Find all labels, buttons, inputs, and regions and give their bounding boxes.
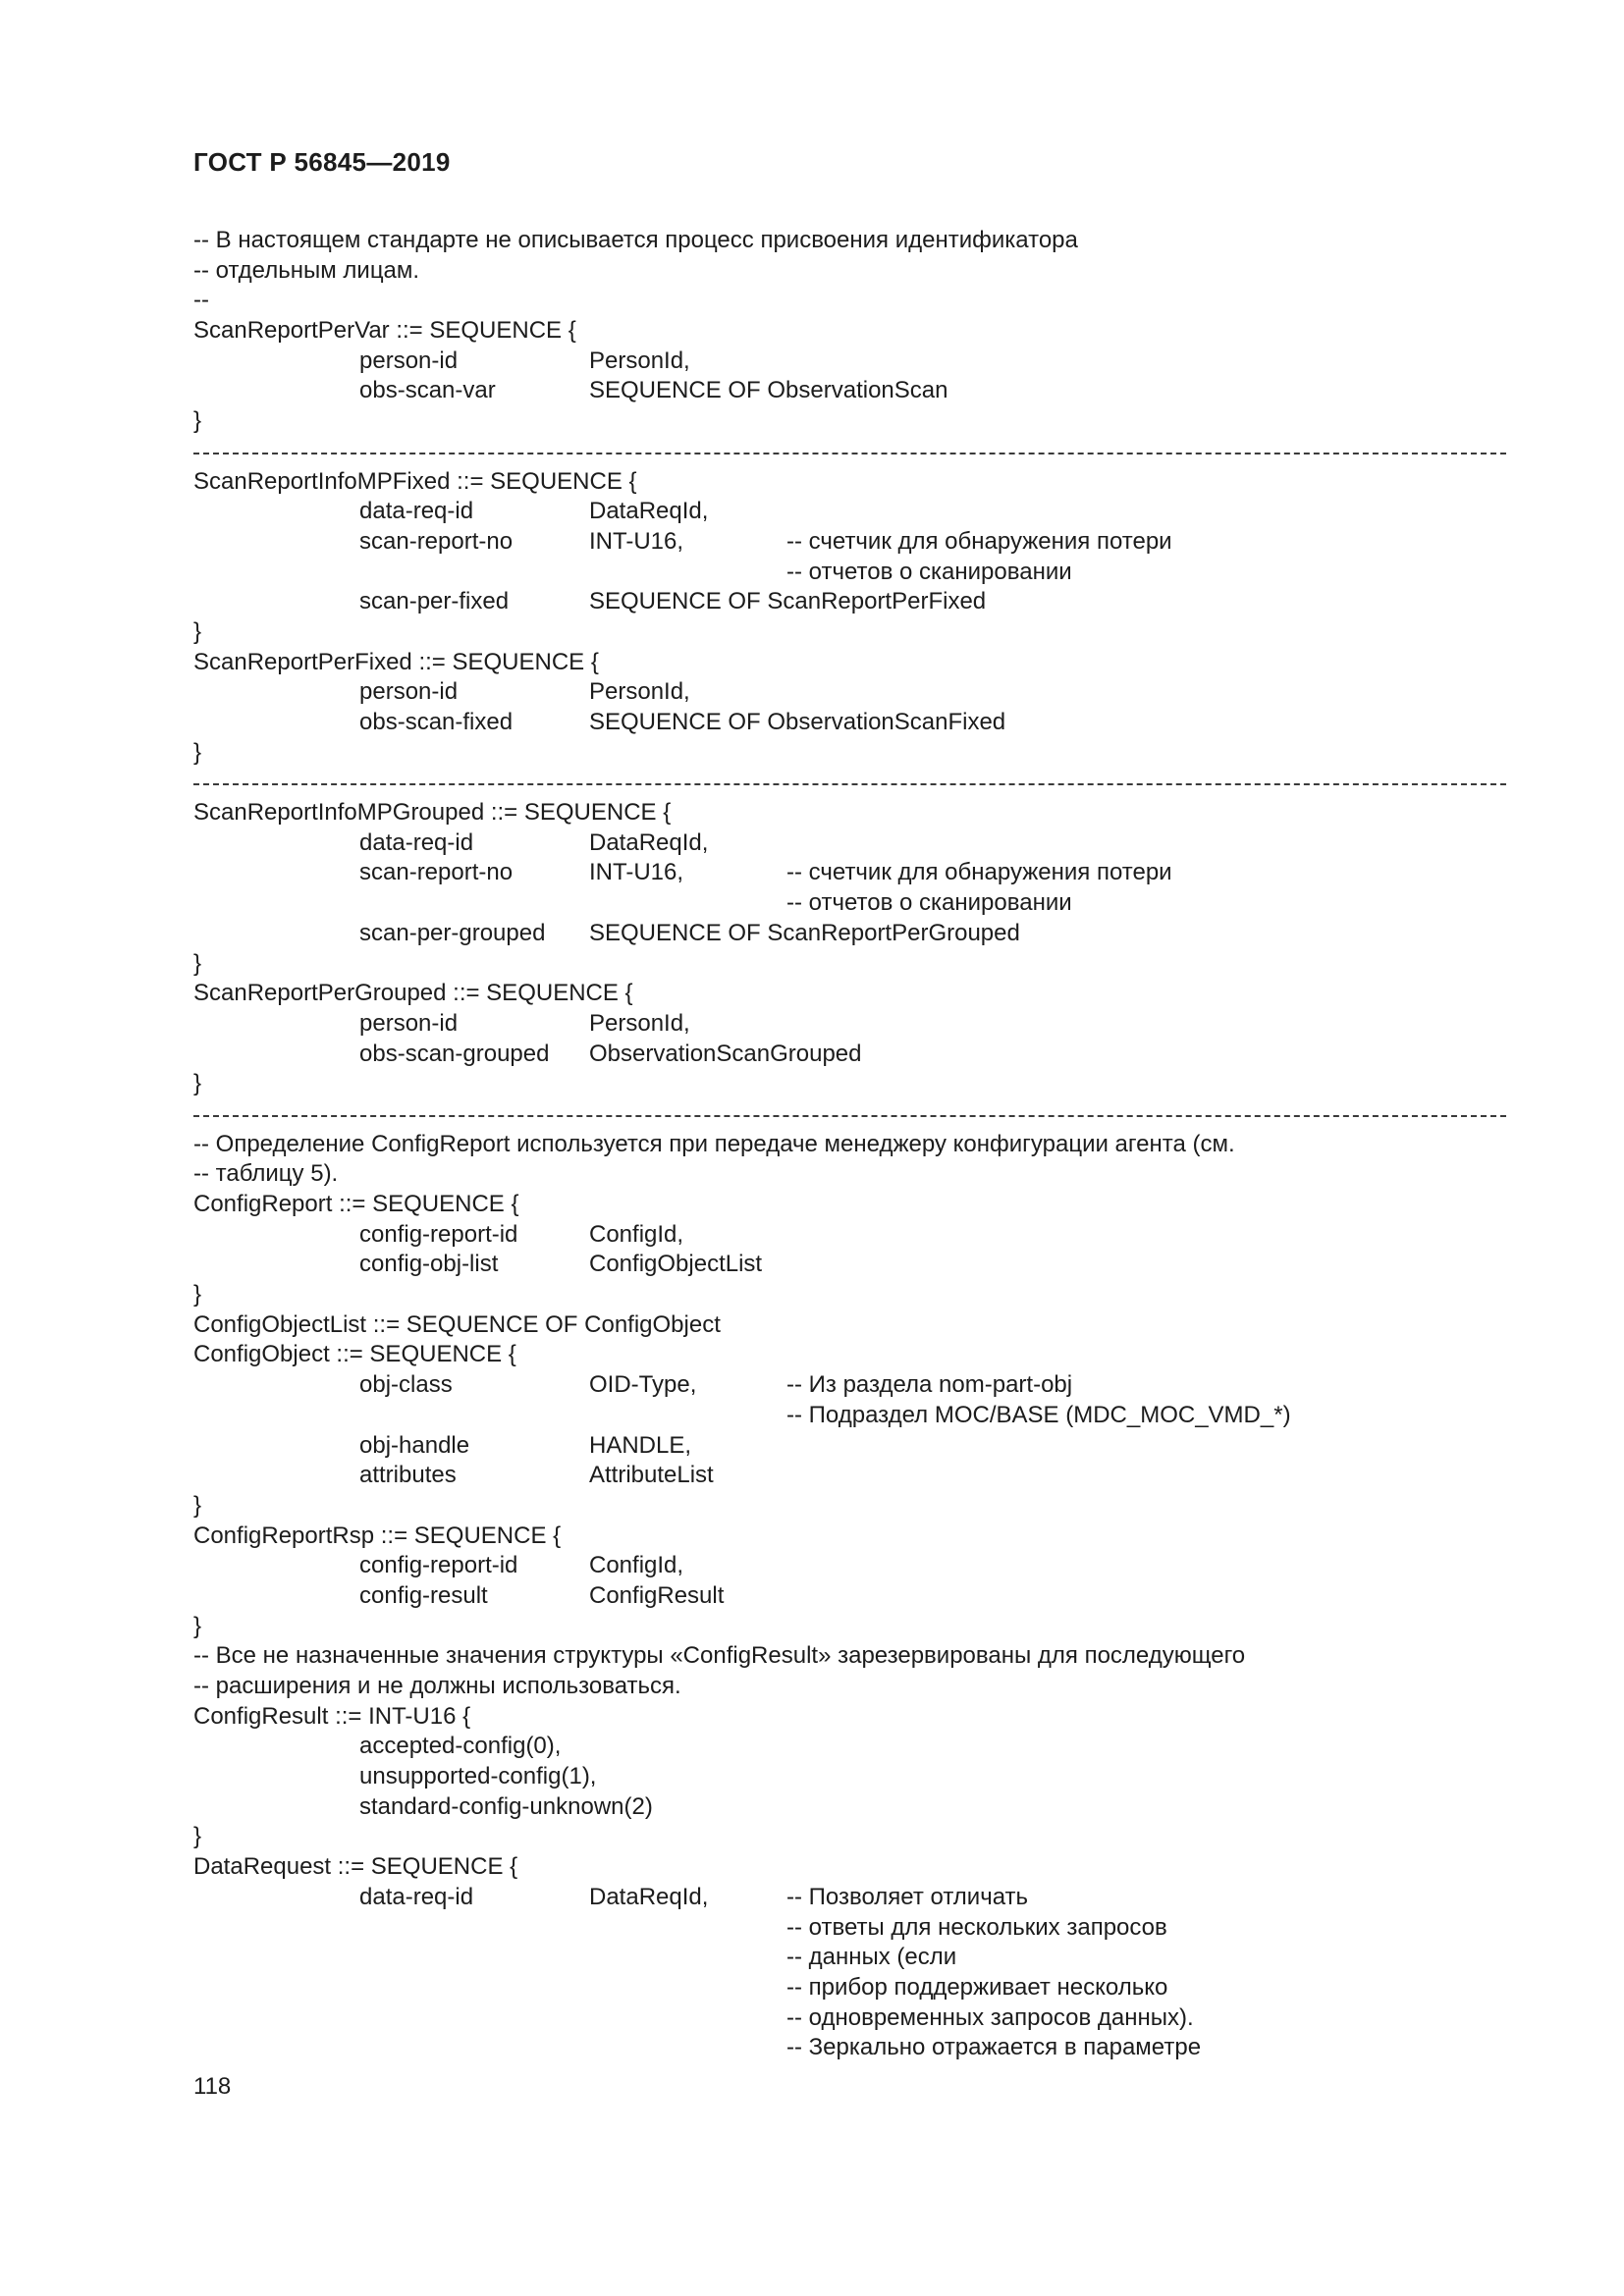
field-type: SEQUENCE OF ScanReportPerGrouped (589, 919, 1020, 946)
code-field-line (193, 708, 1506, 738)
field-type: DataReqId, (589, 828, 709, 856)
field-name: obj-handle (359, 1431, 470, 1459)
code-field-line (193, 858, 1506, 888)
code-line (193, 1340, 1506, 1370)
code-text: ConfigObjectList ::= SEQUENCE OF ConfigObject (193, 1310, 721, 1338)
code-line (193, 648, 1506, 678)
field-type: INT-U16, (589, 859, 684, 886)
code-line (193, 1280, 1506, 1310)
page-number: 118 (193, 2073, 232, 2100)
code-field-line (193, 497, 1506, 527)
code-field-line (193, 677, 1506, 708)
code-line (193, 949, 1506, 980)
code-field-line (193, 1581, 1506, 1612)
code-field-line (193, 1732, 1506, 1762)
code-field-line (193, 1461, 1506, 1491)
code-text: ScanReportPerFixed ::= SEQUENCE { (193, 648, 599, 675)
code-field-line (193, 828, 1506, 859)
code-text: -- Все не назначенные значения структуры «ConfigResult» зарезервированы для последующего (193, 1642, 1246, 1670)
code-line (193, 979, 1506, 1009)
field-type: AttributeList (589, 1462, 714, 1489)
code-text: ConfigObject ::= SEQUENCE { (193, 1341, 516, 1368)
code-line (193, 738, 1506, 769)
field-name: data-req-id (359, 828, 474, 856)
code-field-line (193, 2003, 1506, 2034)
field-name: standard-config-unknown(2) (359, 1792, 653, 1820)
field-comment: -- ответы для нескольких запросов (786, 1913, 1167, 1941)
field-comment: -- Позволяет отличать (786, 1883, 1029, 1910)
field-type: PersonId, (589, 678, 690, 706)
field-name: accepted-config(0), (359, 1733, 562, 1760)
code-field-line (193, 587, 1506, 617)
code-text: ScanReportPerGrouped ::= SEQUENCE { (193, 980, 633, 1007)
field-type: OID-Type, (589, 1371, 697, 1399)
code-line (193, 1612, 1506, 1642)
code-text: ScanReportPerVar ::= SEQUENCE { (193, 317, 576, 345)
field-type: ConfigObjectList (589, 1251, 763, 1278)
code-line (193, 1641, 1506, 1672)
code-field-line (193, 1040, 1506, 1070)
dashed-separator (193, 437, 1506, 467)
code-field-line (193, 2033, 1506, 2063)
code-text: } (193, 949, 202, 977)
code-text: } (193, 738, 202, 766)
field-comment: -- Из раздела nom-part-obj (786, 1371, 1073, 1399)
code-text: -- В настоящем стандарте не описывается процесс присвоения идентификатора (193, 227, 1078, 253)
asn1-code-listing (193, 226, 1506, 2063)
code-line (193, 617, 1506, 648)
code-line (193, 798, 1506, 828)
field-comment: -- данных (если (786, 1944, 957, 1971)
field-name: scan-per-fixed (359, 588, 510, 615)
code-line (193, 1672, 1506, 1702)
field-name: person-id (359, 1009, 459, 1037)
field-comment: -- счетчик для обнаружения потери (786, 527, 1172, 555)
code-line (193, 1130, 1506, 1160)
field-name: obs-scan-var (359, 377, 496, 404)
code-field-line (193, 527, 1506, 558)
field-type: ObservationScanGrouped (589, 1040, 862, 1067)
field-name: config-report-id (359, 1552, 518, 1579)
dashed-separator (193, 768, 1506, 798)
field-name: data-req-id (359, 1883, 474, 1910)
code-text: -- отдельным лицам. (193, 256, 420, 284)
field-type: PersonId, (589, 1009, 690, 1037)
field-comment: -- одновременных запросов данных). (786, 2003, 1194, 2031)
field-comment: -- Зеркально отражается в параметре (786, 2034, 1202, 2061)
field-type: DataReqId, (589, 498, 709, 525)
code-field-line (193, 1973, 1506, 2003)
code-line (193, 1310, 1506, 1341)
field-comment: -- отчетов о сканировании (786, 558, 1072, 585)
code-text: ScanReportInfoMPGrouped ::= SEQUENCE { (193, 799, 672, 827)
code-field-line (193, 1883, 1506, 1913)
code-text: } (193, 617, 202, 645)
code-line (193, 226, 1506, 256)
code-field-line (193, 376, 1506, 406)
code-line (193, 1702, 1506, 1733)
field-type: HANDLE, (589, 1431, 692, 1459)
code-line (193, 467, 1506, 498)
code-line (193, 316, 1506, 347)
field-comment: -- счетчик для обнаружения потери (786, 859, 1172, 886)
dashed-separator (193, 1099, 1506, 1130)
field-name: person-id (359, 678, 459, 706)
code-field-line (193, 888, 1506, 919)
code-text: ConfigReport ::= SEQUENCE { (193, 1191, 519, 1217)
code-text: ConfigResult ::= INT-U16 { (193, 1702, 471, 1730)
code-text: } (193, 407, 202, 435)
code-field-line (193, 1009, 1506, 1040)
code-field-line (193, 1762, 1506, 1792)
document-header: ГОСТ Р 56845—2019 (193, 147, 451, 177)
code-field-line (193, 1220, 1506, 1251)
field-comment: -- прибор поддерживает несколько (786, 1973, 1168, 2001)
field-type: DataReqId, (589, 1883, 709, 1910)
code-field-line (193, 1431, 1506, 1462)
field-name: scan-report-no (359, 527, 514, 555)
code-line (193, 256, 1506, 287)
code-field-line (193, 1792, 1506, 1823)
field-name: attributes (359, 1462, 457, 1489)
code-text: -- расширения и не должны использоваться. (193, 1673, 681, 1699)
field-name: unsupported-config(1), (359, 1763, 597, 1790)
code-line (193, 1522, 1506, 1552)
code-text: ConfigReportRsp ::= SEQUENCE { (193, 1522, 562, 1549)
code-text: -- (193, 287, 209, 314)
code-line (193, 1491, 1506, 1522)
field-type: INT-U16, (589, 527, 684, 555)
code-text: -- таблицу 5). (193, 1160, 339, 1188)
field-type: PersonId, (589, 347, 690, 374)
code-line (193, 1069, 1506, 1099)
field-name: config-report-id (359, 1220, 518, 1248)
code-text: } (193, 1491, 202, 1519)
field-name: scan-report-no (359, 859, 514, 886)
code-field-line (193, 1551, 1506, 1581)
field-name: scan-per-grouped (359, 919, 546, 946)
field-type: SEQUENCE OF ObservationScanFixed (589, 709, 1006, 735)
field-comment: -- Подраздел MOC/BASE (MDC_MOC_VMD_*) (786, 1401, 1291, 1428)
field-name: obs-scan-grouped (359, 1040, 550, 1067)
code-text: -- Определение ConfigReport используется при передаче менеджеру конфигурации агента (см. (193, 1130, 1235, 1157)
code-text: } (193, 1281, 202, 1308)
field-type: ConfigResult (589, 1581, 725, 1609)
code-field-line (193, 919, 1506, 949)
code-line (193, 286, 1506, 316)
field-type: ConfigId, (589, 1220, 684, 1248)
code-field-line (193, 1250, 1506, 1280)
code-text: } (193, 1823, 202, 1850)
code-field-line (193, 1401, 1506, 1431)
code-text: ScanReportInfoMPFixed ::= SEQUENCE { (193, 467, 637, 495)
code-line (193, 1822, 1506, 1852)
field-name: obs-scan-fixed (359, 709, 514, 735)
field-name: obj-class (359, 1371, 453, 1399)
field-type: SEQUENCE OF ObservationScan (589, 377, 948, 404)
field-name: config-result (359, 1581, 488, 1609)
code-field-line (193, 1943, 1506, 1973)
code-text: } (193, 1070, 202, 1097)
code-field-line (193, 558, 1506, 588)
field-name: config-obj-list (359, 1251, 499, 1278)
code-field-line (193, 1370, 1506, 1401)
field-name: person-id (359, 347, 459, 374)
field-type: SEQUENCE OF ScanReportPerFixed (589, 588, 987, 615)
code-line (193, 1159, 1506, 1190)
code-field-line (193, 1913, 1506, 1944)
code-field-line (193, 347, 1506, 377)
code-line (193, 1852, 1506, 1883)
code-line (193, 1190, 1506, 1220)
code-text: DataRequest ::= SEQUENCE { (193, 1853, 518, 1881)
code-line (193, 406, 1506, 437)
code-text: } (193, 1612, 202, 1639)
field-name: data-req-id (359, 498, 474, 525)
field-type: ConfigId, (589, 1552, 684, 1579)
field-comment: -- отчетов о сканировании (786, 889, 1072, 917)
